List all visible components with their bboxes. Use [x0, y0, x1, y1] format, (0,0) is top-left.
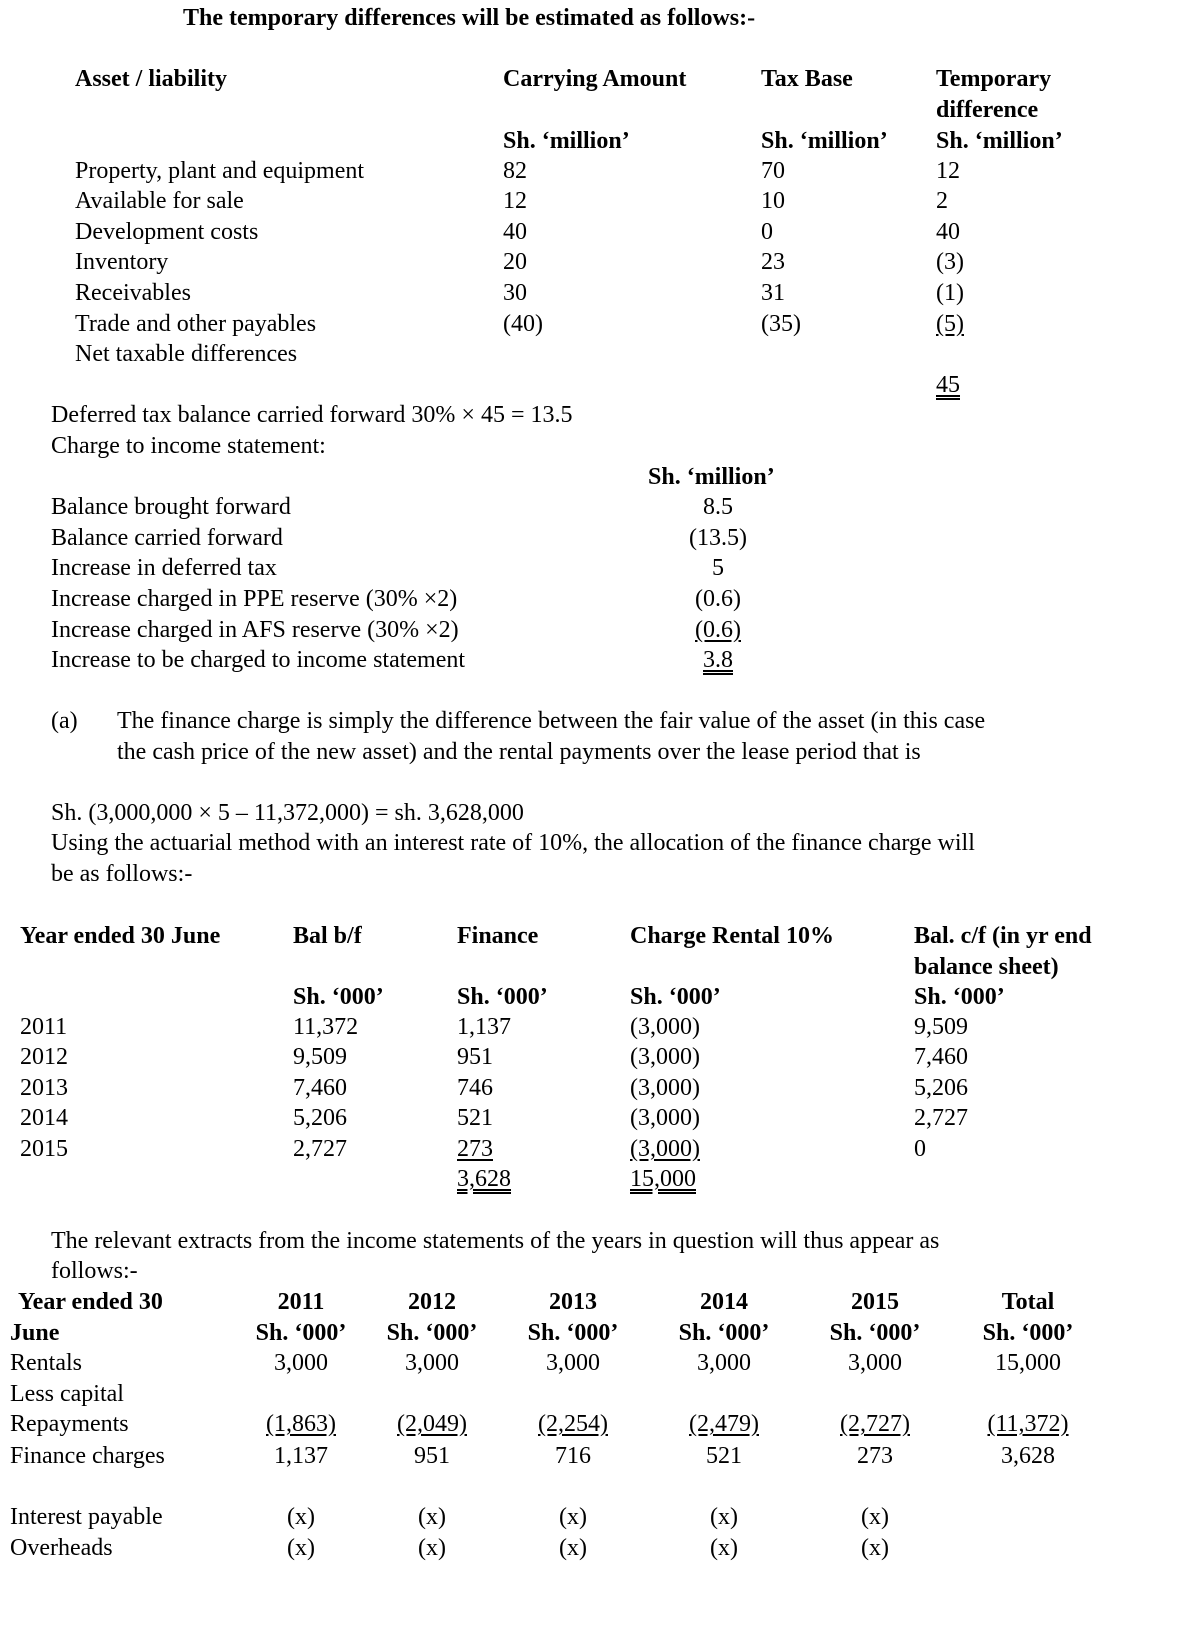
col-header-temp-1: Temporary: [936, 66, 1052, 92]
interest-payable-label: Interest payable: [10, 1504, 163, 1530]
rentals-cell: 15,000: [995, 1350, 1061, 1376]
x-cell: (x): [418, 1504, 446, 1530]
col-header-finance: Finance: [457, 923, 539, 949]
charge-heading: Charge to income statement:: [51, 433, 326, 459]
unit-cell: Sh. ‘000’: [386, 1320, 478, 1346]
total-header: Total: [1001, 1289, 1055, 1315]
year-header: 2014: [700, 1289, 748, 1315]
unit-cell: Sh. ‘000’: [982, 1320, 1074, 1346]
finance-charges-cell: 273: [857, 1443, 893, 1469]
finance-charges-cell: 716: [555, 1443, 591, 1469]
x-cell: (x): [861, 1504, 889, 1530]
difference-value: (5): [936, 311, 964, 337]
row-label: Available for sale: [75, 188, 244, 214]
col-header-charge: Charge Rental 10%: [630, 923, 834, 949]
difference-value: 12: [936, 158, 960, 184]
rental-cell: (3,000): [630, 1136, 700, 1162]
deferred-row-value: (13.5): [689, 525, 747, 551]
x-cell: (x): [710, 1535, 738, 1561]
rental-cell: (3,000): [630, 1044, 700, 1070]
col-header-bal-cf-1: Bal. c/f (in yr end: [914, 923, 1092, 949]
deferred-row-label: Increase in deferred tax: [51, 555, 277, 581]
year-header: 2011: [277, 1289, 325, 1315]
deferred-row-label: Increase to be charged to income statement: [51, 647, 466, 673]
tax-base-value: (35): [761, 311, 801, 337]
method-line-2: be as follows:-: [51, 861, 193, 887]
year-cell: 2014: [20, 1105, 68, 1131]
row-label: Property, plant and equipment: [75, 158, 365, 184]
rentals-cell: 3,000: [405, 1350, 459, 1376]
unit-taxbase: Sh. ‘million’: [761, 128, 888, 154]
net-taxable-label: Net taxable differences: [75, 341, 298, 367]
tax-base-value: 70: [761, 158, 785, 184]
less-capital-label: Less capital: [10, 1381, 124, 1407]
difference-value: 2: [936, 188, 948, 214]
unit-finance: Sh. ‘000’: [457, 984, 548, 1010]
unit-carrying: Sh. ‘million’: [503, 128, 630, 154]
carrying-value: 20: [503, 249, 527, 275]
col-header-temp-2: difference: [936, 97, 1039, 123]
col-header-taxbase: Tax Base: [761, 66, 853, 92]
deferred-balance-line: Deferred tax balance carried forward 30% × 45 = 13.5: [51, 402, 573, 428]
difference-value: 40: [936, 219, 960, 245]
carrying-value: 30: [503, 280, 527, 306]
difference-value: (3): [936, 249, 964, 275]
carrying-value: 40: [503, 219, 527, 245]
finance-charges-label: Finance charges: [10, 1443, 165, 1469]
col-header-bal-bf: Bal b/f: [293, 923, 362, 949]
unit-cell: Sh. ‘000’: [678, 1320, 770, 1346]
row-label: Inventory: [75, 249, 169, 275]
col-header-year: Year ended 30 June: [20, 923, 221, 949]
deferred-unit: Sh. ‘million’: [648, 464, 775, 490]
repayments-cell: (2,254): [538, 1411, 608, 1437]
finance-cell: 951: [457, 1044, 493, 1070]
bal-cf-cell: 5,206: [914, 1075, 968, 1101]
year-header: 2015: [851, 1289, 899, 1315]
rentals-cell: 3,000: [546, 1350, 600, 1376]
unit-cell: Sh. ‘000’: [255, 1320, 347, 1346]
finance-charges-cell: 3,628: [1001, 1443, 1055, 1469]
col-header-year-1: Year ended 30: [18, 1289, 163, 1315]
section-heading: The temporary differences will be estimated as follows:-: [183, 5, 756, 31]
bal-bf-cell: 5,206: [293, 1105, 347, 1131]
rentals-cell: 3,000: [697, 1350, 751, 1376]
row-label: Development costs: [75, 219, 259, 245]
finance-cell: 1,137: [457, 1014, 511, 1040]
tax-base-value: 10: [761, 188, 785, 214]
part-a-line-2: the cash price of the new asset) and the rental payments over the lease period that is: [117, 739, 921, 765]
rental-cell: (3,000): [630, 1105, 700, 1131]
bal-bf-cell: 2,727: [293, 1136, 347, 1162]
bal-cf-cell: 0: [914, 1136, 926, 1162]
deferred-row-value: (0.6): [695, 617, 741, 643]
row-label: Trade and other payables: [75, 311, 317, 337]
finance-cell: 521: [457, 1105, 493, 1131]
year-cell: 2015: [20, 1136, 68, 1162]
unit-bal-cf: Sh. ‘000’: [914, 984, 1005, 1010]
deferred-row-label: Balance carried forward: [51, 525, 283, 551]
deferred-row-value: (0.6): [695, 586, 741, 612]
difference-value: (1): [936, 280, 964, 306]
x-cell: (x): [710, 1504, 738, 1530]
deferred-row-label: Increase charged in AFS reserve (30% ×2): [51, 617, 459, 643]
finance-charges-cell: 1,137: [274, 1443, 328, 1469]
finance-cell: 273: [457, 1136, 493, 1162]
rental-cell: (3,000): [630, 1014, 700, 1040]
carrying-value: 82: [503, 158, 527, 184]
finance-calc: Sh. (3,000,000 × 5 – 11,372,000) = sh. 3,628,000: [51, 800, 524, 826]
tax-base-value: 31: [761, 280, 785, 306]
carrying-value: (40): [503, 311, 543, 337]
net-taxable-total: 45: [936, 372, 960, 398]
x-cell: (x): [287, 1504, 315, 1530]
x-cell: (x): [559, 1504, 587, 1530]
col-header-asset: Asset / liability: [75, 66, 228, 92]
part-a-line-1: The finance charge is simply the difference between the fair value of the asset (in this case: [117, 708, 986, 734]
extracts-intro-2: follows:-: [51, 1258, 138, 1284]
x-cell: (x): [418, 1535, 446, 1561]
repayments-cell: (2,479): [689, 1411, 759, 1437]
finance-charges-cell: 521: [706, 1443, 742, 1469]
col-header-year-2: June: [10, 1320, 60, 1346]
deferred-row-label: Increase charged in PPE reserve (30% ×2): [51, 586, 458, 612]
tax-base-value: 23: [761, 249, 785, 275]
col-header-bal-cf-2: balance sheet): [914, 954, 1059, 980]
bal-bf-cell: 9,509: [293, 1044, 347, 1070]
unit-bal-bf: Sh. ‘000’: [293, 984, 384, 1010]
year-header: 2012: [408, 1289, 456, 1315]
rentals-label: Rentals: [10, 1350, 82, 1376]
deferred-row-value: 5: [712, 555, 724, 581]
part-a-marker: (a): [51, 708, 78, 734]
col-header-carrying: Carrying Amount: [503, 66, 687, 92]
total-finance: 3,628: [457, 1166, 511, 1192]
deferred-row-value: 8.5: [703, 494, 733, 520]
repayments-label: Repayments: [10, 1411, 129, 1437]
year-header: 2013: [549, 1289, 597, 1315]
row-label: Receivables: [75, 280, 191, 306]
year-cell: 2012: [20, 1044, 68, 1070]
extracts-intro-1: The relevant extracts from the income statements of the years in question will thus appear as: [51, 1228, 940, 1254]
unit-charge: Sh. ‘000’: [630, 984, 721, 1010]
overheads-label: Overheads: [10, 1535, 113, 1561]
deferred-row-value: 3.8: [703, 647, 733, 673]
x-cell: (x): [287, 1535, 315, 1561]
method-line-1: Using the actuarial method with an interest rate of 10%, the allocation of the finance charge will: [51, 830, 975, 856]
repayments-cell: (11,372): [987, 1411, 1069, 1437]
repayments-cell: (2,049): [397, 1411, 467, 1437]
x-cell: (x): [861, 1535, 889, 1561]
deferred-row-label: Balance brought forward: [51, 494, 291, 520]
year-cell: 2011: [20, 1014, 68, 1040]
bal-cf-cell: 7,460: [914, 1044, 968, 1070]
rentals-cell: 3,000: [274, 1350, 328, 1376]
total-rental: 15,000: [630, 1166, 696, 1192]
rental-cell: (3,000): [630, 1075, 700, 1101]
unit-cell: Sh. ‘000’: [527, 1320, 619, 1346]
finance-cell: 746: [457, 1075, 493, 1101]
x-cell: (x): [559, 1535, 587, 1561]
repayments-cell: (2,727): [840, 1411, 910, 1437]
rentals-cell: 3,000: [848, 1350, 902, 1376]
bal-cf-cell: 2,727: [914, 1105, 968, 1131]
carrying-value: 12: [503, 188, 527, 214]
finance-charges-cell: 951: [414, 1443, 450, 1469]
bal-bf-cell: 7,460: [293, 1075, 347, 1101]
bal-cf-cell: 9,509: [914, 1014, 968, 1040]
year-cell: 2013: [20, 1075, 68, 1101]
bal-bf-cell: 11,372: [293, 1014, 359, 1040]
unit-temp: Sh. ‘million’: [936, 128, 1063, 154]
unit-cell: Sh. ‘000’: [829, 1320, 921, 1346]
tax-base-value: 0: [761, 219, 773, 245]
repayments-cell: (1,863): [266, 1411, 336, 1437]
